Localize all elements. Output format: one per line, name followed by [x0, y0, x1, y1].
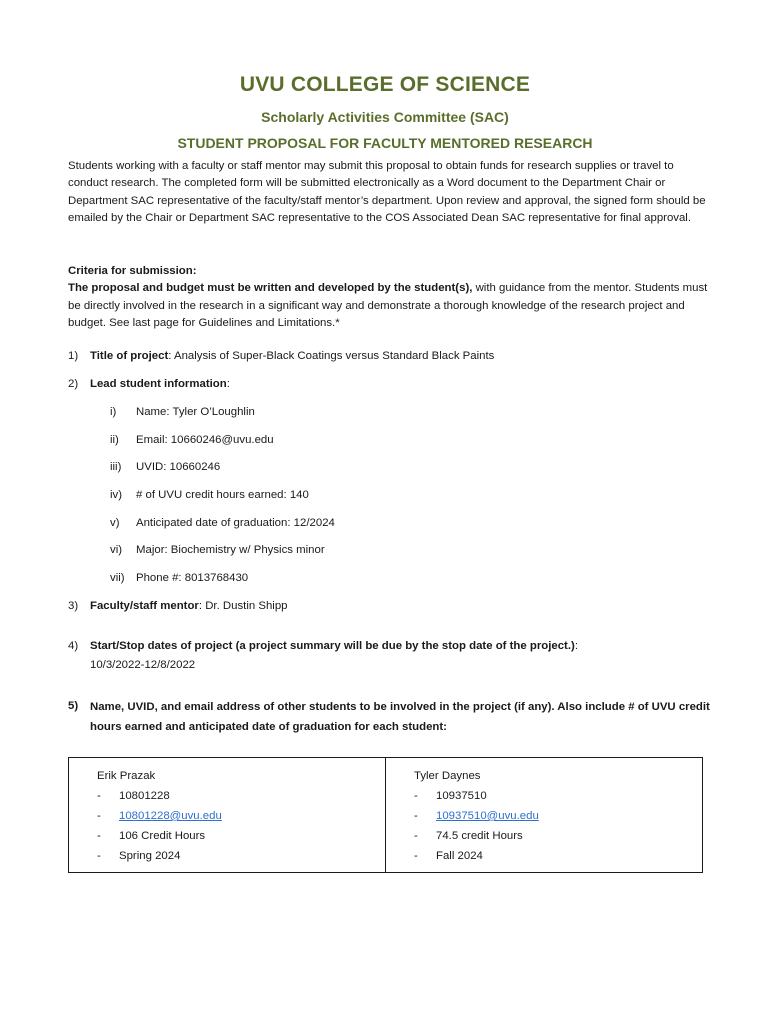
list-item	[386, 806, 702, 826]
other-students-table	[68, 757, 703, 873]
committee-subtitle: Scholarly Activities Committee (SAC)	[261, 109, 509, 125]
item-number: iv)	[110, 489, 123, 501]
dash-bullet: -	[97, 830, 101, 842]
student-name: Erik Prazak	[97, 770, 156, 782]
criteria-bold-text: The proposal and budget must be written and developed by the student(s),	[68, 282, 473, 295]
list-item	[69, 846, 385, 866]
item-text: Name: Tyler O’Loughlin	[136, 406, 255, 418]
list-item	[386, 846, 702, 866]
dash-bullet: -	[414, 850, 418, 862]
item-number: vii)	[110, 572, 125, 584]
item-text: Anticipated date of graduation: 12/2024	[136, 517, 335, 529]
criteria-text	[68, 280, 708, 332]
dates-value: 10/3/2022-12/8/2022	[90, 659, 196, 671]
item-text: UVID: 10660246	[136, 461, 221, 473]
mentor-label: Faculty/staff mentor	[90, 600, 199, 612]
criteria-rest-text: with guidance from the mentor. Students must be directly involved in the research in a significant way and demonstrate a thorough knowledge of the research project and budget. See last page for Guidelines and Limitations.*	[68, 282, 708, 330]
question-number: 4)	[68, 640, 79, 652]
dash-bullet: -	[97, 790, 101, 802]
item-text: Email: 10660246@uvu.edu	[136, 434, 274, 446]
list-item	[386, 786, 702, 806]
student-email-link[interactable]: 10801228@uvu.edu	[119, 810, 222, 822]
label-colon: :	[574, 640, 578, 652]
title-of-project-value: : Analysis of Super-Black Coatings versus Standard Black Paints	[168, 350, 495, 362]
dash-bullet: -	[414, 810, 418, 822]
criteria-heading: Criteria for submission:	[68, 265, 197, 277]
lead-student-name	[110, 403, 255, 422]
question-number: 3)	[68, 600, 79, 612]
dates-label: Start/Stop dates of project (a project summary will be due by the stop date of the project.)	[90, 640, 575, 652]
student-uvid: 10937510	[436, 790, 487, 802]
question-number: 2)	[68, 378, 79, 390]
item-text: Major: Biochemistry w/ Physics minor	[136, 544, 325, 556]
lead-student-email	[110, 431, 274, 450]
list-item	[69, 786, 385, 806]
other-students-label: Name, UVID, and email address of other students to be involved in the project (if any). Also include # of UVU credit hours earned and anticipated date of graduation for each student:	[90, 701, 710, 733]
question-number: 1)	[68, 350, 79, 362]
list-item	[69, 806, 385, 826]
college-title: UVU COLLEGE OF SCIENCE	[239, 73, 531, 96]
intro-paragraph: Students working with a faculty or staff mentor may submit this proposal to obtain funds for research supplies or travel to conduct research. The completed form will be submitted electronically as a Word document to the Department Chair or Department SAC representative of the faculty/staff mentor’s department. Upon review and approval, the signed form should be emailed by the Chair or Department SAC representative to the COS Associated Dean SAC representative for final approval.	[68, 160, 706, 225]
title-of-project-label: Title of project	[90, 350, 169, 362]
list-item	[69, 826, 385, 846]
question-number: 5)	[68, 700, 79, 712]
student-email-link[interactable]: 10937510@uvu.edu	[436, 810, 539, 822]
student-cell-1	[69, 758, 386, 873]
student-graduation: Fall 2024	[436, 850, 483, 862]
item-number: ii)	[110, 434, 119, 446]
label-colon: :	[226, 378, 230, 390]
lead-student-phone	[110, 569, 248, 588]
student-uvid: 10801228	[119, 790, 170, 802]
dash-bullet: -	[97, 850, 101, 862]
lead-student-uvid	[110, 458, 220, 477]
student-name: Tyler Daynes	[414, 770, 481, 782]
lead-student-label: Lead student information	[90, 378, 227, 390]
student-cell-2	[386, 758, 703, 873]
dash-bullet: -	[97, 810, 101, 822]
item-text: Phone #: 8013768430	[136, 572, 249, 584]
list-item	[386, 826, 702, 846]
item-number: v)	[110, 517, 120, 529]
dash-bullet: -	[414, 790, 418, 802]
item-number: i)	[110, 406, 117, 418]
item-number: vi)	[110, 544, 123, 556]
student-details-list	[386, 786, 702, 866]
student-credits: 106 Credit Hours	[119, 830, 206, 842]
student-credits: 74.5 credit Hours	[436, 830, 523, 842]
item-text: # of UVU credit hours earned: 140	[136, 489, 309, 501]
lead-student-major	[110, 541, 325, 560]
student-details-list	[69, 786, 385, 866]
table-row	[69, 758, 703, 873]
mentor-value: : Dr. Dustin Shipp	[198, 600, 288, 612]
criteria-section	[68, 263, 708, 333]
student-graduation: Spring 2024	[119, 850, 181, 862]
form-title: STUDENT PROPOSAL FOR FACULTY MENTORED RESEARCH	[177, 135, 593, 151]
lead-student-credits	[110, 486, 309, 505]
dash-bullet: -	[414, 830, 418, 842]
lead-student-graduation	[110, 514, 335, 533]
item-number: iii)	[110, 461, 122, 473]
